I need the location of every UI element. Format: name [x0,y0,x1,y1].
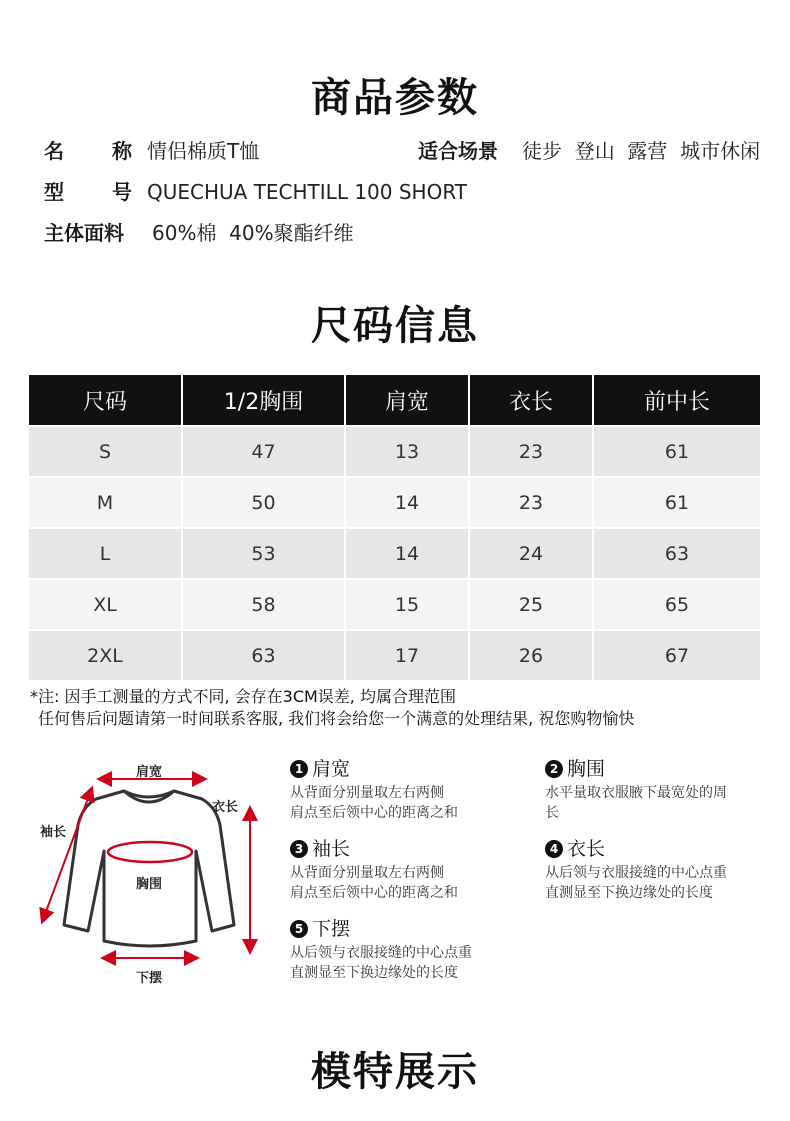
number-badge-icon: 5 [290,920,308,938]
measure-shoulder [290,757,510,823]
measure-desc: 从后领与衣服接缝的中心点重 [290,945,472,961]
table-cell: 63 [182,630,345,680]
measure-desc: 肩点至后领中心的距离之和 [290,805,458,821]
table-row [29,477,760,528]
measure-title: 衣长 [567,838,606,860]
number-badge-icon: 3 [290,840,308,858]
table-cell: 24 [469,528,593,579]
table-cell: 61 [593,477,760,528]
size-table [29,375,760,680]
table-cell: M [29,477,182,528]
table-row [29,630,760,680]
table-cell: 14 [345,528,469,579]
table-cell: 58 [182,579,345,630]
table-cell: 50 [182,477,345,528]
table-cell: 23 [469,426,593,477]
table-cell: L [29,528,182,579]
measure-title: 肩宽 [312,758,351,780]
diagram-label-sleeve: 袖长 [40,825,67,840]
header-chest: 1/2胸围 [182,375,345,426]
table-cell: 17 [345,630,469,680]
number-badge-icon: 2 [545,760,563,778]
table-cell: 23 [469,477,593,528]
measure-desc: 直测显至下换边缘处的长度 [290,965,458,981]
header-front-length: 前中长 [593,375,760,426]
table-cell: 65 [593,579,760,630]
param-label-name: 名称 [44,139,132,163]
table-cell: 2XL [29,630,182,680]
model-title: 模特展示 [311,1049,479,1095]
table-cell: 15 [345,579,469,630]
sizes-title: 尺码信息 [311,303,479,349]
number-badge-icon: 1 [290,760,308,778]
measure-desc: 从后领与衣服接缝的中心点重 [545,865,727,881]
measure-length [545,837,765,903]
diagram-label-length: 衣长 [212,800,239,815]
param-value-name: 情侣棉质T恤 [147,139,260,163]
table-cell: 25 [469,579,593,630]
params-title: 商品参数 [311,75,479,121]
diagram-label-shoulder: 肩宽 [136,765,163,780]
measure-desc: 长 [545,805,559,821]
param-row-name [44,136,764,166]
table-cell: 61 [593,426,760,477]
measure-desc: 从背面分别量取左右两侧 [290,865,444,881]
table-cell: 47 [182,426,345,477]
table-cell: S [29,426,182,477]
size-note-line2: 任何售后问题请第一时间联系客服, 我们将会给您一个满意的处理结果, 祝您购物愉快 [38,709,635,728]
param-value-fabric: 60%棉 40%聚酯纤维 [152,221,354,245]
measure-chest [545,757,765,823]
param-row-model [44,177,764,207]
diagram-label-chest: 胸围 [136,877,163,892]
measure-hem [290,917,510,983]
header-shoulder: 肩宽 [345,375,469,426]
table-row [29,579,760,630]
param-value-model: QUECHUA TECHTILL 100 SHORT [147,180,467,204]
table-cell: 26 [469,630,593,680]
size-table-header [29,375,760,426]
table-row [29,426,760,477]
param-row-fabric [44,218,764,248]
measure-desc: 直测显至下换边缘处的长度 [545,885,713,901]
header-size: 尺码 [29,375,182,426]
measure-title: 胸围 [567,758,606,780]
table-cell: 14 [345,477,469,528]
measure-title: 下摆 [312,918,351,940]
size-note-line1: *注: 因手工测量的方式不同, 会存在3CM误差, 均属合理范围 [30,687,456,706]
table-cell: 53 [182,528,345,579]
param-label-fabric: 主体面料 [44,221,124,245]
param-label-scene: 适合场景 [418,139,498,163]
table-row [29,528,760,579]
header-length: 衣长 [469,375,593,426]
measure-title: 袖长 [312,838,351,860]
number-badge-icon: 4 [545,840,563,858]
table-cell: 13 [345,426,469,477]
diagram-label-hem: 下摆 [136,971,163,986]
measure-sleeve [290,837,510,903]
measure-desc: 从背面分别量取左右两侧 [290,785,444,801]
table-cell: 63 [593,528,760,579]
param-value-scene: 徒步 登山 露营 城市休闲 [522,139,761,163]
param-label-model: 型号 [44,180,132,204]
measure-desc: 肩点至后领中心的距离之和 [290,885,458,901]
table-cell: 67 [593,630,760,680]
measure-desc: 水平量取衣服腋下最宽处的周 [545,785,727,801]
table-cell: XL [29,579,182,630]
measurement-diagram [24,755,274,995]
